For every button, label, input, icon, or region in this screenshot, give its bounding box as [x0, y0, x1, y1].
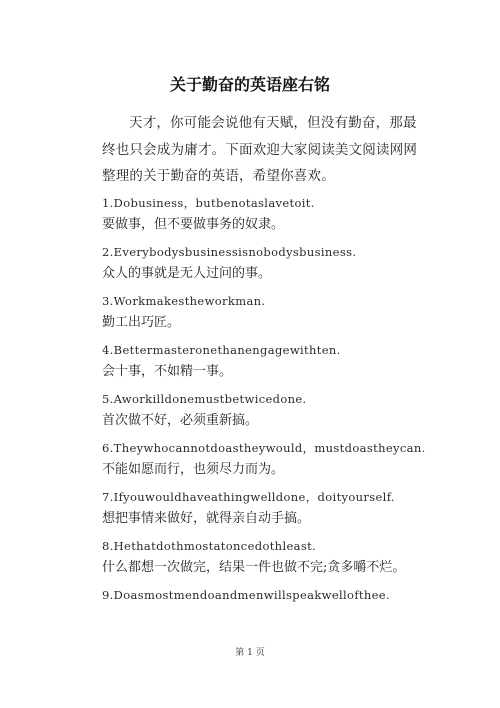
page-number: 第 1 页 — [235, 648, 265, 658]
quote-chinese: 要做事，但不要做事务的奴隶。 — [102, 217, 285, 232]
quote-chinese: 想把事情来做好，就得亲自动手搞。 — [102, 511, 311, 526]
document-title: 关于勤奋的英语座右铭 — [169, 75, 330, 94]
quote-item-9 — [102, 584, 432, 633]
quote-chinese: 众人的事就是无人过问的事。 — [102, 266, 272, 281]
quote-english: 9.Doasmostmendoandmenwillspeakwellofthee. — [102, 588, 390, 602]
quote-chinese: 勤工出巧匠。 — [102, 315, 181, 330]
quote-english: 1.Dobusiness，butbenotaslavetoit. — [102, 196, 315, 210]
quote-chinese: 什么都想一次做完，结果一件也做不完;贪多嚼不烂。 — [102, 560, 406, 575]
quote-chinese: 首次做不好，必须重新搞。 — [102, 413, 259, 428]
quote-item-5 — [102, 388, 432, 437]
quote-english: 4.Bettermasteronethanengagewithten. — [102, 343, 341, 357]
quote-english: 7.Ifyouwouldhaveathingwelldone，doityourself. — [102, 490, 395, 504]
quote-english: 3.Workmakestheworkman. — [102, 294, 266, 308]
quote-item-3 — [102, 290, 432, 339]
quote-english: 6.Theywhocannotdoastheywould，mustdoastheycan. — [102, 441, 426, 455]
quote-chinese: 不能如愿而行，也须尽力而为。 — [102, 462, 285, 477]
intro-paragraph: 天才，你可能会说他有天赋，但没有勤奋，那最终也只会成为庸才。下面欢迎大家阅读美文阅读网网整理的关于勤奋的英语，希望你喜欢。 — [102, 115, 418, 184]
quote-item-6 — [102, 437, 432, 486]
quote-item-4 — [102, 339, 432, 388]
quote-english: 2.Everybodysbusinessisnobodysbusiness. — [102, 245, 357, 259]
quote-item-7 — [102, 486, 432, 535]
quote-english: 8.Hethatdothmostatoncedothleast. — [102, 539, 317, 553]
quote-item-1 — [102, 192, 432, 241]
quote-item-2 — [102, 241, 432, 290]
quote-english: 5.Aworkilldonemustbetwicedone. — [102, 392, 307, 406]
quote-item-8 — [102, 535, 432, 584]
quote-list — [102, 192, 432, 633]
quote-chinese: 会十事，不如精一事。 — [102, 364, 233, 379]
